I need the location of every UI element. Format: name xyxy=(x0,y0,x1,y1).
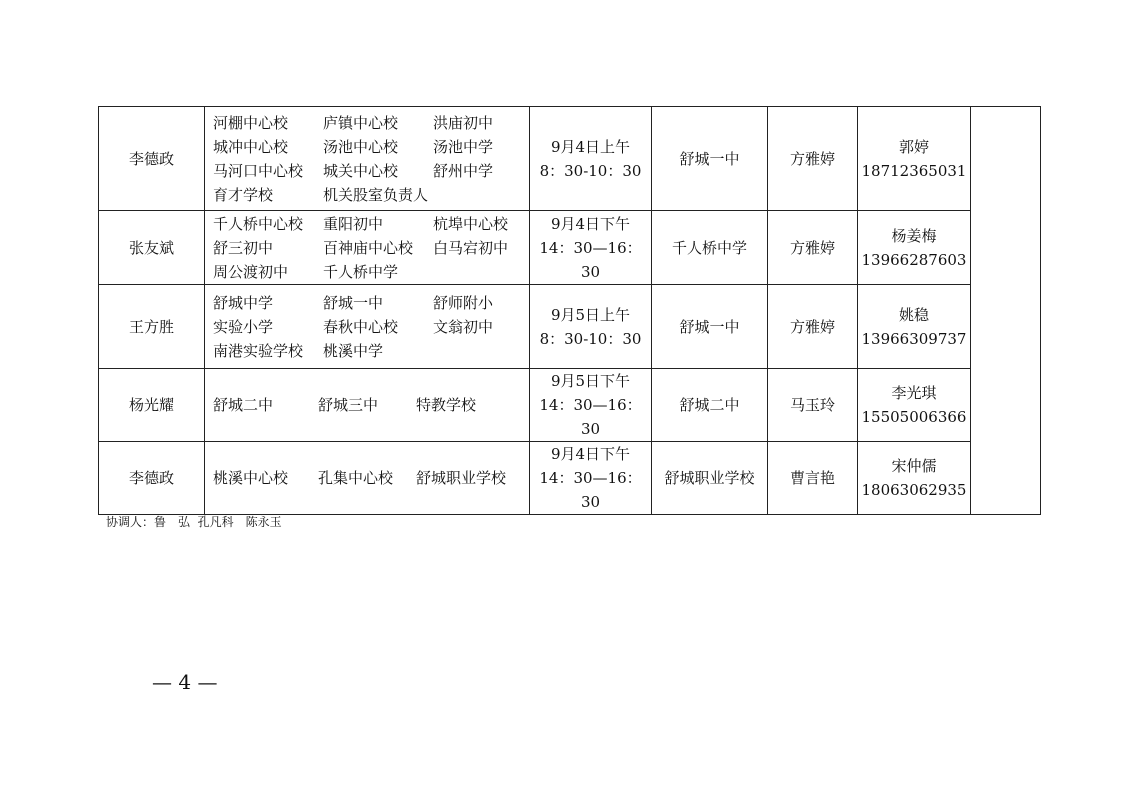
time-date: 9月4日下午 xyxy=(550,445,631,463)
table-row xyxy=(99,211,1041,285)
units-cell xyxy=(205,369,530,442)
leader-name-cell: 杨光耀 xyxy=(99,369,205,442)
unit-line xyxy=(213,159,529,183)
unit-line xyxy=(213,183,529,207)
remarks-cell xyxy=(971,107,1041,515)
time-cell xyxy=(530,442,652,515)
time-cell xyxy=(530,285,652,369)
leader-name-cell: 李德政 xyxy=(99,442,205,515)
time-cell xyxy=(530,211,652,285)
time-date: 9月4日上午 xyxy=(550,137,631,156)
unit-name: 城冲中心校 xyxy=(213,137,289,156)
time-range: 14：30—16：30 xyxy=(539,238,642,281)
unit-name: 庐镇中心校 xyxy=(323,113,399,132)
staff-cell: 方雅婷 xyxy=(768,107,858,211)
venue-cell: 舒城二中 xyxy=(652,369,768,442)
unit-name: 春秋中心校 xyxy=(323,317,399,336)
unit-line xyxy=(213,291,529,315)
unit-name: 孔集中心校 xyxy=(318,469,394,487)
unit-name: 文翁初中 xyxy=(433,317,494,336)
time-range: 8：30-10：30 xyxy=(539,161,642,180)
time-range: 8：30-10：30 xyxy=(539,329,642,348)
unit-name: 桃溪中学 xyxy=(323,341,384,360)
unit-name: 重阳初中 xyxy=(323,214,384,233)
table-row xyxy=(99,369,1041,442)
unit-name: 汤池中学 xyxy=(433,137,494,156)
unit-line xyxy=(213,260,529,284)
unit-name: 舒城中学 xyxy=(213,293,274,312)
schedule-table xyxy=(98,106,1041,515)
unit-name: 周公渡初中 xyxy=(213,262,289,281)
leader-name-cell: 张友斌 xyxy=(99,211,205,285)
units-cell xyxy=(205,442,530,515)
unit-name: 城关中心校 xyxy=(323,161,399,180)
unit-name: 百神庙中心校 xyxy=(323,238,414,257)
contact-phone: 13966287603 xyxy=(861,250,967,269)
contact-phone: 15505006366 xyxy=(861,408,967,426)
unit-line xyxy=(213,212,529,236)
venue-cell: 舒城一中 xyxy=(652,285,768,369)
unit-line xyxy=(213,315,529,339)
unit-line xyxy=(213,466,529,490)
unit-name: 汤池中心校 xyxy=(323,137,399,156)
contact-phone: 13966309737 xyxy=(861,329,967,348)
venue-cell: 舒城职业学校 xyxy=(652,442,768,515)
unit-name: 桃溪中心校 xyxy=(213,469,289,487)
time-cell xyxy=(530,107,652,211)
unit-name: 杭埠中心校 xyxy=(433,214,509,233)
unit-name: 千人桥中学 xyxy=(323,262,399,281)
unit-name: 舒城一中 xyxy=(323,293,384,312)
time-date: 9月4日下午 xyxy=(550,214,631,233)
contact-name: 姚稳 xyxy=(898,305,929,324)
unit-line xyxy=(213,393,529,417)
unit-line xyxy=(213,339,529,363)
staff-cell: 方雅婷 xyxy=(768,211,858,285)
unit-name: 舒城三中 xyxy=(318,396,379,414)
contact-name: 杨姜梅 xyxy=(891,226,937,245)
unit-name: 机关股室负责人 xyxy=(323,185,429,204)
unit-name: 实验小学 xyxy=(213,317,274,336)
coordinators-note: 协调人：鲁 弘 孔凡科 陈永玉 xyxy=(106,515,282,529)
unit-name: 舒城二中 xyxy=(213,396,274,414)
table-row xyxy=(99,442,1041,515)
staff-cell: 曹言艳 xyxy=(768,442,858,515)
unit-name: 马河口中心校 xyxy=(213,161,304,180)
contact-name: 宋仲儒 xyxy=(891,457,937,475)
staff-cell: 方雅婷 xyxy=(768,285,858,369)
contact-cell xyxy=(858,107,971,211)
unit-name: 河棚中心校 xyxy=(213,113,289,132)
schedule-table-body xyxy=(99,107,1041,515)
time-cell xyxy=(530,369,652,442)
time-date: 9月5日上午 xyxy=(550,305,631,324)
unit-name: 育才学校 xyxy=(213,185,274,204)
time-date: 9月5日下午 xyxy=(550,372,631,390)
unit-line xyxy=(213,236,529,260)
unit-name: 特教学校 xyxy=(416,396,477,414)
leader-name-cell: 王方胜 xyxy=(99,285,205,369)
page-number: — 4 — xyxy=(152,670,218,694)
unit-name: 舒师附小 xyxy=(433,293,494,312)
table-row xyxy=(99,285,1041,369)
unit-name: 南港实验学校 xyxy=(213,341,304,360)
unit-name: 白马宕初中 xyxy=(433,238,509,257)
contact-cell xyxy=(858,211,971,285)
unit-name: 舒城职业学校 xyxy=(416,469,507,487)
table-row xyxy=(99,107,1041,211)
contact-name: 李光琪 xyxy=(891,384,937,402)
time-range: 14：30—16：30 xyxy=(539,396,642,438)
staff-cell: 马玉玲 xyxy=(768,369,858,442)
contact-cell xyxy=(858,442,971,515)
unit-line xyxy=(213,111,529,135)
leader-name-cell: 李德政 xyxy=(99,107,205,211)
venue-cell: 千人桥中学 xyxy=(652,211,768,285)
contact-cell xyxy=(858,285,971,369)
contact-phone: 18063062935 xyxy=(861,481,967,499)
contact-phone: 18712365031 xyxy=(861,161,967,180)
units-cell xyxy=(205,107,530,211)
contact-name: 郭婷 xyxy=(898,137,929,156)
unit-name: 舒州中学 xyxy=(433,161,494,180)
unit-name: 舒三初中 xyxy=(213,238,274,257)
unit-name: 千人桥中心校 xyxy=(213,214,304,233)
venue-cell: 舒城一中 xyxy=(652,107,768,211)
units-cell xyxy=(205,211,530,285)
contact-cell xyxy=(858,369,971,442)
unit-line xyxy=(213,135,529,159)
time-range: 14：30—16：30 xyxy=(539,469,642,511)
unit-name: 洪庙初中 xyxy=(433,113,494,132)
units-cell xyxy=(205,285,530,369)
